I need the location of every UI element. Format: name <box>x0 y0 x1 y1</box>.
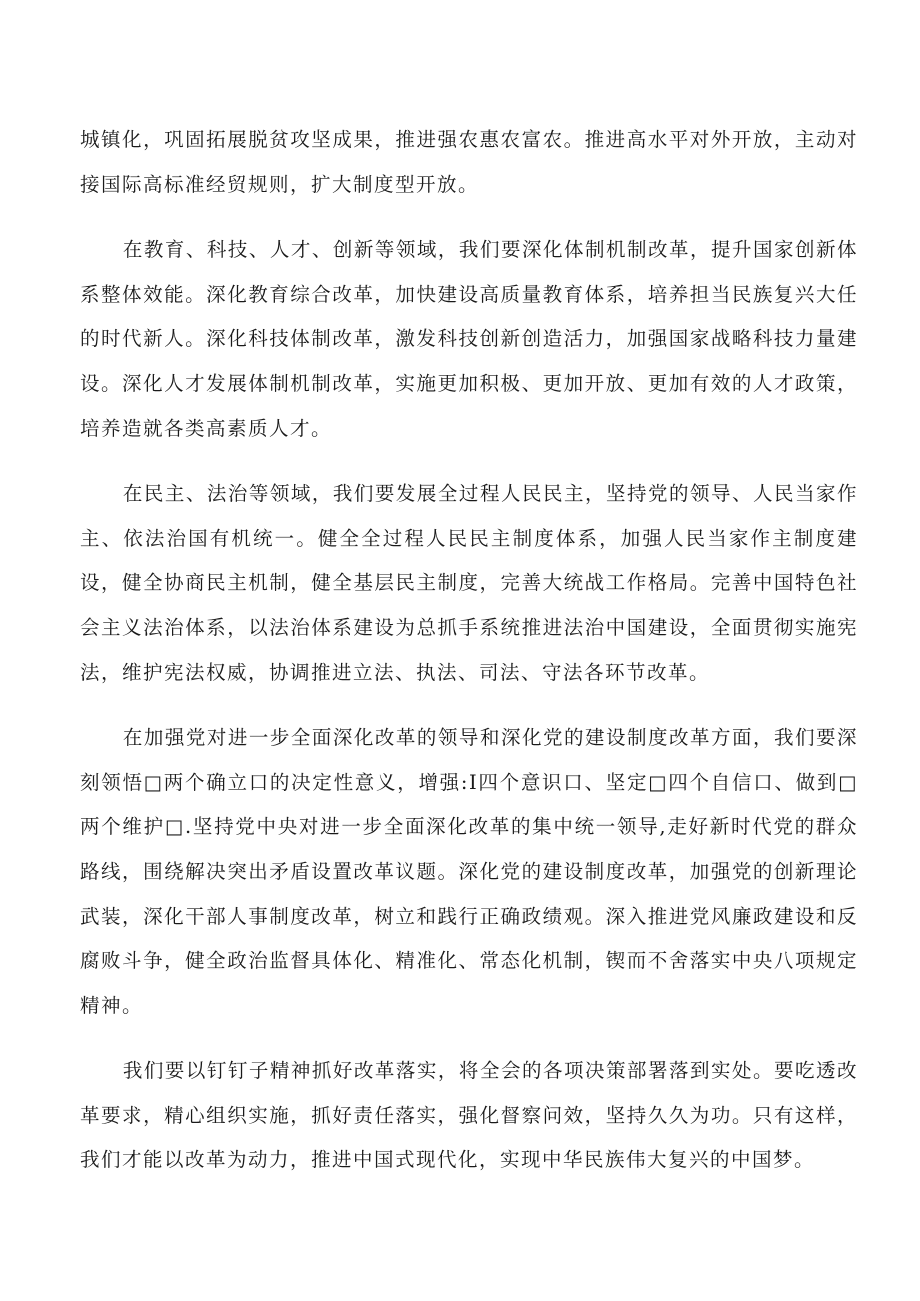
paragraph-education-science: 在教育、科技、人才、创新等领域，我们要深化体制机制改革，提升国家创新体系整体效能。深化教育综合改革，加快建设高质量教育体系，培养担当民族复兴大任的时代新人。深化科技体制改革，激发科技创新创造活力，加强国家战略科技力量建设。深化人才发展体制机制改革，实施更加积极、更加开放、更加有效的人才政策，培养造就各类高素质人才。 <box>80 238 858 440</box>
document-body <box>80 118 858 1204</box>
paragraph-democracy-rule-of-law: 在民主、法治等领域，我们要发展全过程人民民主，坚持党的领导、人民当家作主、依法治国有机统一。健全全过程人民民主制度体系，加强人民当家作主制度建设，健全协商民主机制，健全基层民主制度，完善大统战工作格局。完善中国特色社会主义法治体系，以法治体系建设为总抓手系统推进法治中国建设，全面贯彻实施宪法，维护宪法权威，协调推进立法、执法、司法、守法各环节改革。 <box>80 482 858 684</box>
paragraph-party-leadership: 在加强党对进一步全面深化改革的领导和深化党的建设制度改革方面，我们要深刻领悟□两个确立口的决定性意义，增强:I四个意识口、坚定□四个自信口、做到□两个维护□.坚持党中央对进一步全面深化改革的集中统一领导,走好新时代党的群众路线，围绕解决突出矛盾设置改革议题。深化党的建设制度改革，加强党的创新理论武装，深化干部人事制度改革，树立和践行正确政绩观。深入推进党风廉政建设和反腐败斗争，健全政治监督具体化、精准化、常态化机制，锲而不舍落实中央八项规定精神。 <box>80 726 858 1017</box>
paragraph-implementation: 我们要以钉钉子精神抓好改革落实，将全会的各项决策部署落到实处。要吃透改革要求，精心组织实施，抓好责任落实，强化督察问效，坚持久久为功。只有这样，我们才能以改革为动力，推进中国式现代化，实现中华民族伟大复兴的中国梦。 <box>80 1059 858 1172</box>
paragraph-continuation: 城镇化，巩固拓展脱贫攻坚成果，推进强农惠农富农。推进高水平对外开放，主动对接国际高标准经贸规则，扩大制度型开放。 <box>80 128 858 196</box>
